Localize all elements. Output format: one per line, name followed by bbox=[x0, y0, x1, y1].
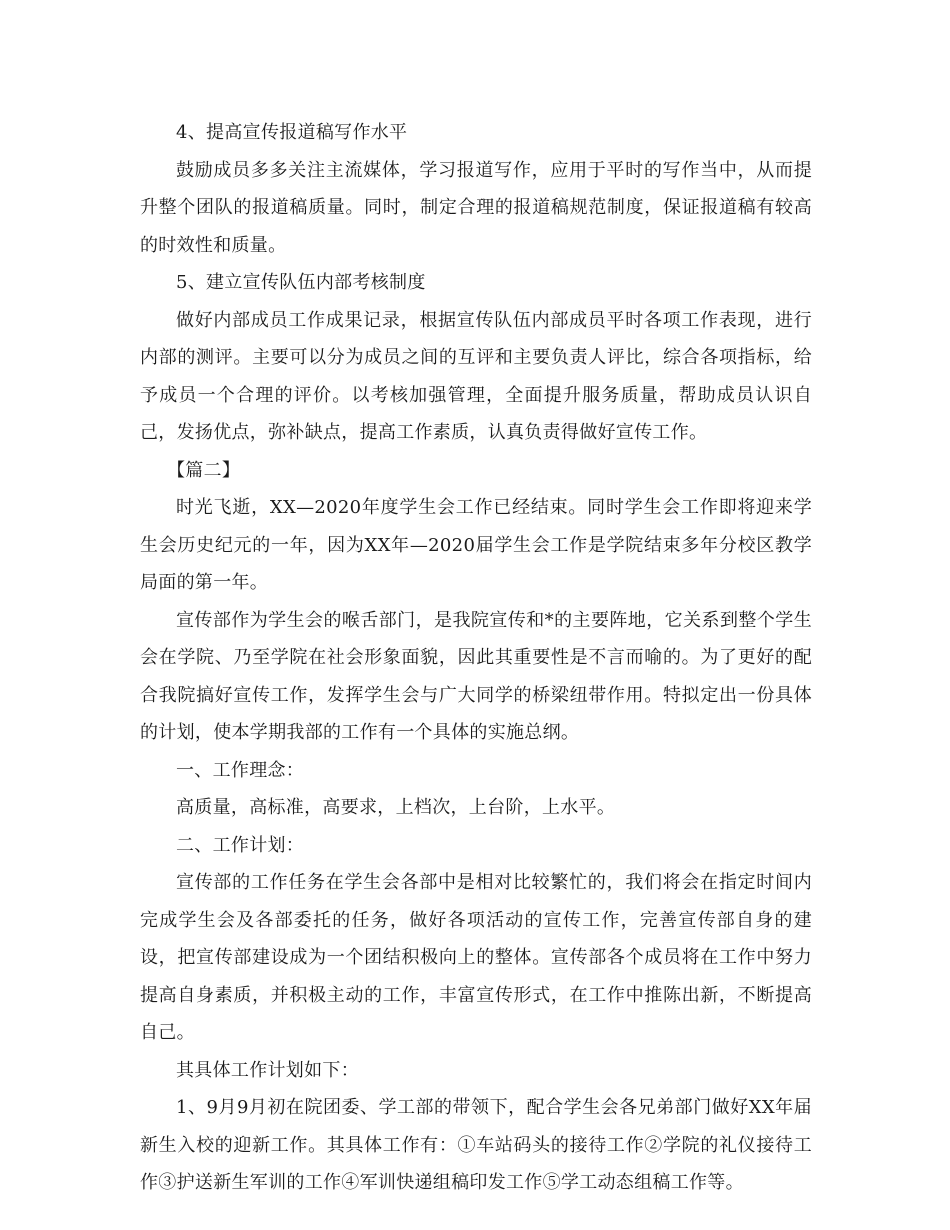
section-heading-concept: 一、工作理念： bbox=[176, 759, 305, 781]
body-paragraph: 时光飞逝，XX—2020年度学生会工作已经结束。同时学生会工作即将迎来学生会历史纪元的一年，因为XX年—2020届学生会工作是学院结束多年分校区教学局面的第一年。 bbox=[140, 497, 812, 593]
body-paragraph: 鼓励成员多多关注主流媒体，学习报道写作，应用于平时的写作当中，从而提升整个团队的报道稿质量。同时，制定合理的报道稿规范制度，保证报道稿有较高的时效性和质量。 bbox=[140, 159, 812, 256]
section-heading-4: 4、提高宣传报道稿写作水平 bbox=[176, 122, 408, 143]
body-paragraph: 1、9月9月初在院团委、学工部的带领下，配合学生会各兄弟部门做好XX年届新生入校的迎新工作。其具体工作有：①车站码头的接待工作②学院的礼仪接待工作③护送新生军训的工作④军训快递组稿印发工作⑤学工动态组稿工作等。 bbox=[140, 1097, 812, 1193]
part-two-heading: 【篇二】 bbox=[167, 459, 241, 481]
section-heading-plan: 二、工作计划： bbox=[176, 834, 305, 856]
body-paragraph: 宣传部的工作任务在学生会各部中是相对比较繁忙的，我们将会在指定时间内完成学生会及各部委托的任务，做好各项活动的宣传工作，完善宣传部自身的建设，把宣传部建设成为一个团结积极向上的整体。宣传部各个成员将在工作中努力提高自身素质，并积极主动的工作，丰富宣传形式，在工作中推陈出新，不断提高自己。 bbox=[140, 872, 812, 1043]
document-body bbox=[140, 114, 812, 1202]
body-paragraph: 高质量，高标准，高要求，上档次，上台阶，上水平。 bbox=[176, 797, 616, 818]
body-paragraph: 其具体工作计划如下： bbox=[176, 1059, 359, 1081]
body-paragraph: 做好内部成员工作成果记录，根据宣传队伍内部成员平时各项工作表现，进行内部的测评。主要可以分为成员之间的互评和主要负责人评比，综合各项指标，给予成员一个合理的评价。以考核加强管理，全面提升服务质量，帮助成员认识自己，发扬优点，弥补缺点，提高工作素质，认真负责得做好宣传工作。 bbox=[140, 309, 812, 443]
section-heading-5: 5、建立宣传队伍内部考核制度 bbox=[176, 272, 426, 293]
body-paragraph: 宣传部作为学生会的喉舌部门，是我院宣传和*的主要阵地，它关系到整个学生会在学院、乃至学院在社会形象面貌，因此其重要性是不言而喻的。为了更好的配合我院搞好宣传工作，发挥学生会与广大同学的桥梁纽带作用。特拟定出一份具体的计划，使本学期我部的工作有一个具体的实施总纲。 bbox=[140, 609, 812, 743]
